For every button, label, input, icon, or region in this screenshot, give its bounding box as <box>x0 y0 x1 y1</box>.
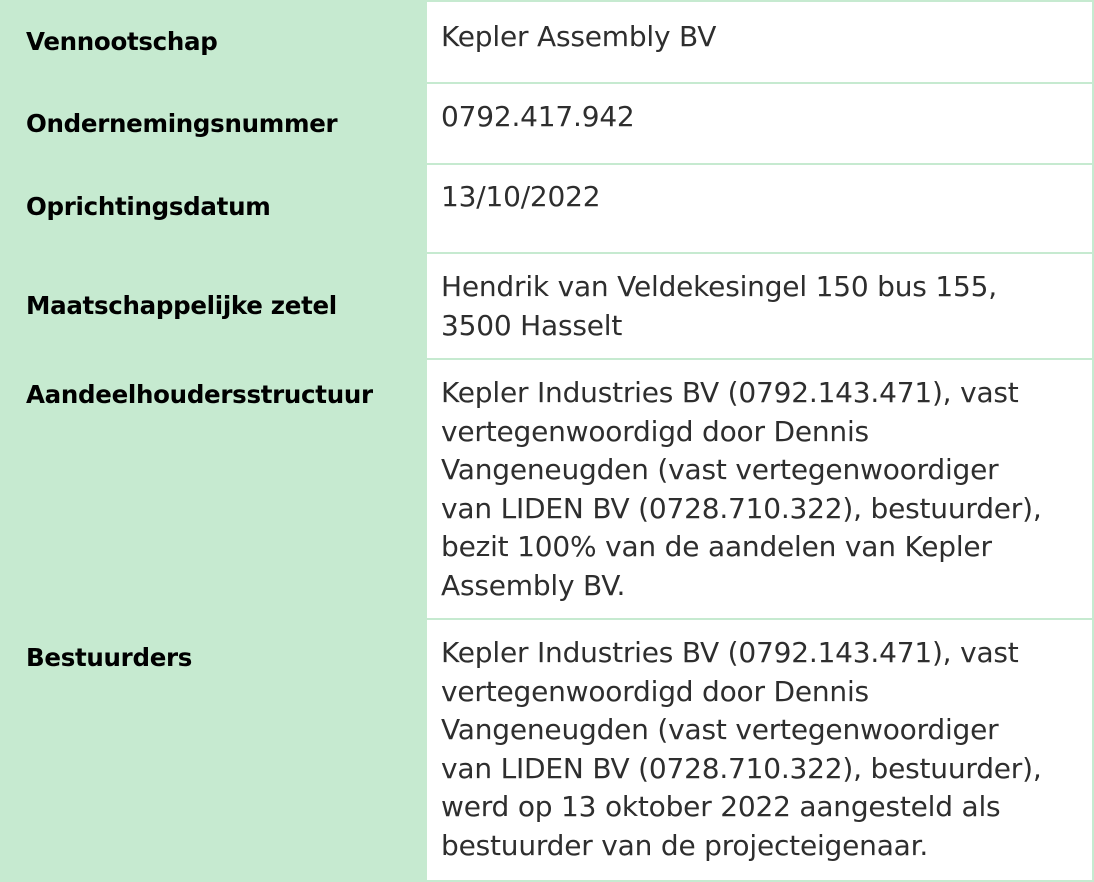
row-label-cell <box>1 164 426 253</box>
row-label-cell <box>1 619 426 881</box>
row-value: 13/10/2022 <box>441 180 601 213</box>
row-label: Vennootschap <box>26 27 218 56</box>
row-label: Bestuurders <box>26 643 193 672</box>
value-line: Assembly BV. <box>441 568 626 602</box>
value-line: Vangeneugden (vast vertegenwoordiger <box>441 713 999 746</box>
row-label: Ondernemingsnummer <box>26 109 338 138</box>
row-value-cell <box>426 164 1093 253</box>
value-line: bestuurder van de projecteigenaar. <box>441 828 929 862</box>
row-value-cell <box>426 1 1093 83</box>
row-value-cell <box>426 253 1093 359</box>
table-row-aandeelhoudersstructuur <box>1 359 1093 619</box>
table-row-bestuurders <box>1 619 1093 881</box>
value-line: 3500 Hasselt <box>441 308 623 342</box>
row-label-cell <box>1 253 426 359</box>
value-line: Kepler Industries BV (0792.143.471), vast <box>441 376 1019 409</box>
row-label: Maatschappelijke zetel <box>26 291 337 320</box>
row-label: Oprichtingsdatum <box>26 192 271 221</box>
table-row-vennootschap <box>1 1 1093 83</box>
value-line: van LIDEN BV (0728.710.322), bestuurder), <box>441 491 1042 525</box>
value-line: werd op 13 oktober 2022 aangesteld als <box>441 790 1001 823</box>
value-line: Hendrik van Veldekesingel 150 bus 155, <box>441 270 997 303</box>
row-value: Kepler Assembly BV <box>441 20 717 53</box>
row-label: Aandeelhoudersstructuur <box>26 380 373 409</box>
value-line: bezit 100% van de aandelen van Kepler <box>441 530 992 563</box>
table-row-ondernemingsnummer <box>1 83 1093 164</box>
value-line: Vangeneugden (vast vertegenwoordiger <box>441 453 999 486</box>
row-value: 0792.417.942 <box>441 100 635 133</box>
value-line: vertegenwoordigd door Dennis <box>441 414 869 448</box>
value-line: van LIDEN BV (0728.710.322), bestuurder), <box>441 751 1042 785</box>
row-label-cell <box>1 83 426 164</box>
table-row-oprichtingsdatum <box>1 164 1093 253</box>
row-value-cell <box>426 83 1093 164</box>
table-row-maatschappelijke-zetel <box>1 253 1093 359</box>
value-line: Kepler Industries BV (0792.143.471), vast <box>441 636 1019 669</box>
row-value-cell <box>426 619 1093 881</box>
row-label-cell <box>1 359 426 619</box>
value-line: vertegenwoordigd door Dennis <box>441 674 869 708</box>
row-label-cell <box>1 1 426 83</box>
row-value-cell <box>426 359 1093 619</box>
